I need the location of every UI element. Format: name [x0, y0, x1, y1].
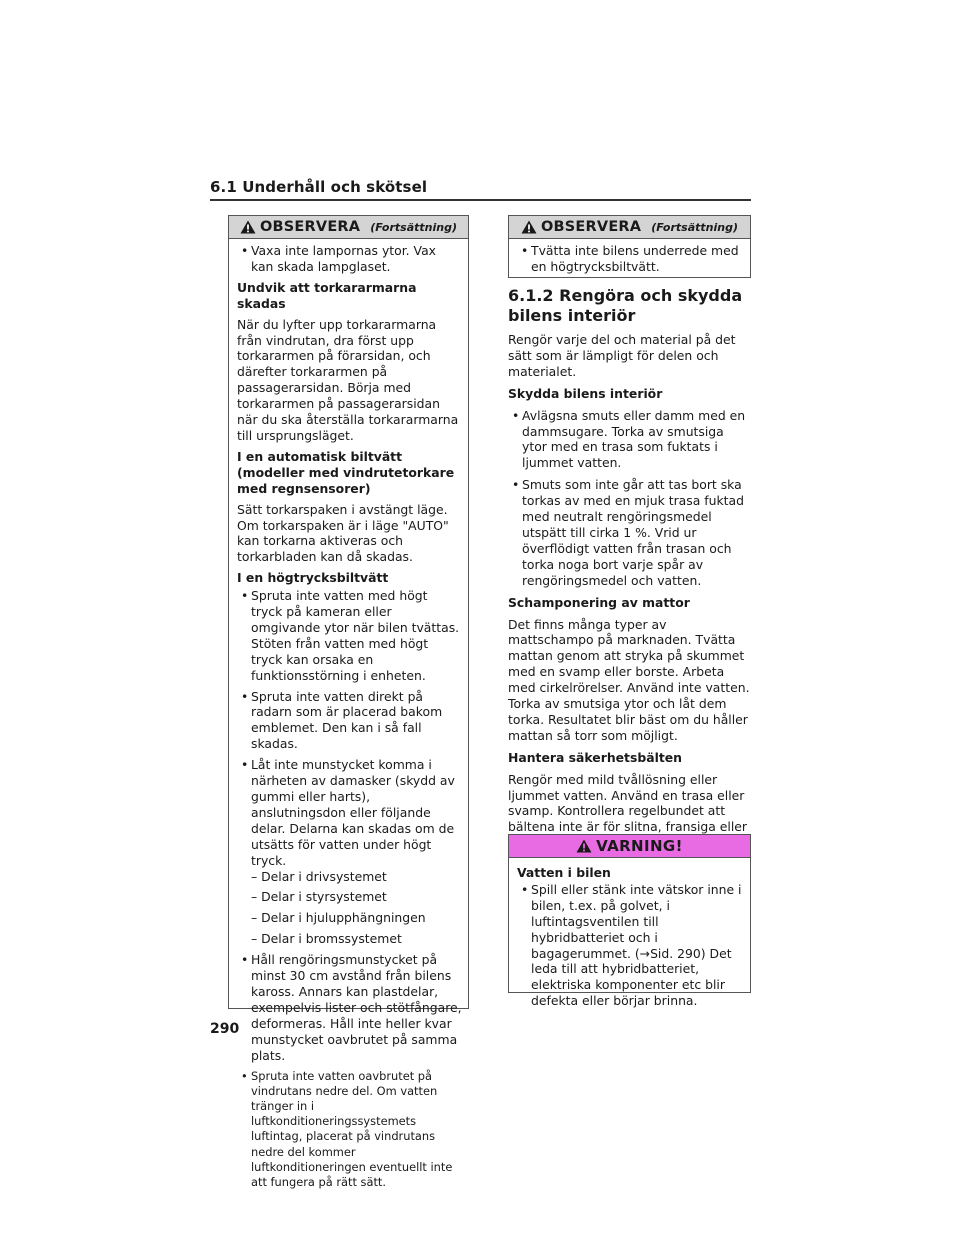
bullet-item: • Håll rengöringsmunstycket på minst 30 cm avstånd från bilens kaross. Annars kan plastdelar, exempelvis lister och stötfångare, deformeras. Håll inte heller kvar munstycket oavbrutet på samma plats. [241, 952, 462, 1063]
heading-biltvatt: I en automatisk biltvätt (modeller med vindrutetorkare med regnsensorer) [237, 448, 455, 496]
dash-item: – Delar i drivsystemet [251, 868, 387, 884]
varning-heading: Vatten i bilen [517, 865, 611, 880]
observera-header [229, 216, 468, 239]
bullet-item: • Vaxa inte lampornas ytor. Vax kan skada lampglaset. [241, 243, 436, 274]
observera-title: OBSERVERA [541, 219, 642, 235]
heading-mattor: Schamponering av mattor [508, 594, 690, 610]
bullet-item: • Smuts som inte går att tas bort ska torkas av med en mjuk trasa fuktad med neutralt rengöringsmedel utspätt till cirka 1 %. Vrid ur överflödigt vatten från trasan och torka noga bort varje spår av rengöringsmedel och vatten. [512, 477, 744, 588]
dash-item: – Delar i styrsystemet [251, 889, 387, 905]
varning-title: VARNING! [596, 837, 683, 855]
para-biltvatt: Sätt torkarspaken i avstängt läge. Om torkarspaken är i läge "AUTO" kan torkarna aktiveras och torkarbladen kan då skadas. [237, 501, 449, 565]
observera-box-left [228, 215, 469, 1189]
section-612 [508, 286, 751, 857]
warning-triangle-icon [576, 839, 592, 853]
bullet-item: • Spill eller stänk inte vätskor inne i bilen, t.ex. på golvet, i luftintagsventilen till hybridbatteriet och i bagagerummet. (→Sid. 290) Det leda till att hybridbatteriet, elektriska komponenter etc blir defekta eller börjar brinna. [521, 881, 742, 1009]
heading-balten: Hantera säkerhetsbälten [508, 749, 682, 765]
warning-triangle-icon [521, 220, 537, 234]
heading-skydda: Skydda bilens interiör [508, 385, 663, 401]
observera-subtitle: (Fortsättning) [370, 220, 457, 234]
bullet-item: • Avlägsna smuts eller damm med en dammsugare. Torka av smutsiga ytor med en trasa som fuktats i ljummet vatten. [512, 407, 746, 471]
para-mattor: Det finns många typer av mattschampo på marknaden. Tvätta mattan genom att stryka på skummet med en svamp eller borste. Arbeta med cirkelrörelser. Använd inte vatten. Torka av smutsiga ytor och låt dem torka. Resultatet blir bäst om du håller mattan så torr som möjligt. [508, 616, 750, 743]
observera-box-right [508, 215, 751, 278]
dash-item: – Delar i hjulupphängningen [251, 910, 426, 926]
heading-hogtryck: I en högtrycksbiltvätt [237, 570, 389, 586]
bullet-item: • Spruta inte vatten med högt tryck på kameran eller omgivande ytor när bilen tvättas. Stöten från vatten med högt tryck kan orsaka en funktionsstörning i enheten. [241, 588, 460, 683]
heading-torkar: Undvik att torkararmarna skadas [237, 279, 417, 311]
section-title: 6.1.2 Rengöra och skydda bilens interiör [508, 286, 743, 325]
varning-header [509, 835, 750, 858]
para-balten: Rengör med mild tvållösning eller ljummet vatten. Använd en trasa eller svamp. Kontrollera regelbundet att bältena inte är för slitna, fransiga eller [508, 771, 748, 835]
varning-box [508, 834, 751, 1009]
observera-header [509, 216, 750, 239]
bullet-item: • Spruta inte vatten oavbrutet på vindrutans nedre del. Om vatten tränger in i luftkonditioneringssystemets luftintag, placerat på vindrutans nedre del kommer luftkonditioneringen eventuellt inte att fungera på rätt sätt. [241, 1068, 453, 1189]
varning-body [509, 858, 750, 1015]
observera-subtitle: (Fortsättning) [651, 220, 738, 234]
warning-triangle-icon [240, 220, 256, 234]
bullet-item: • Spruta inte vatten direkt på radarn som är placerad bakom emblemet. Den kan i så fall skadas. [241, 688, 443, 752]
para-torkar: När du lyfter upp torkararmarna från vindrutan, dra först upp torkararmen på förarsidan, och därefter torkararmen på passagerarsidan. Börja med torkararmen på passagerarsidan när du ska återställa torkararmarna till ursprungsläget. [237, 316, 459, 443]
bullet-item: • Låt inte munstycket komma i närheten av damasker (skydd av gummi eller harts), anslutningsdon eller följande delar. Delarna kan skadas om de utsätts för vatten under högt tryck. [241, 757, 455, 868]
header-rule [210, 199, 751, 201]
observera-body [509, 239, 750, 281]
dash-item: – Delar i bromssystemet [251, 931, 402, 947]
bullet-item: • Tvätta inte bilens underrede med en högtrycksbiltvätt. [521, 243, 739, 274]
observera-title: OBSERVERA [260, 219, 361, 235]
observera-body [229, 239, 468, 1201]
section-header-title: 6.1 Underhåll och skötsel [210, 178, 428, 196]
page-number: 290 [210, 1021, 240, 1037]
section-intro: Rengör varje del och material på det sätt som är lämpligt för delen och materialet. [508, 332, 736, 379]
